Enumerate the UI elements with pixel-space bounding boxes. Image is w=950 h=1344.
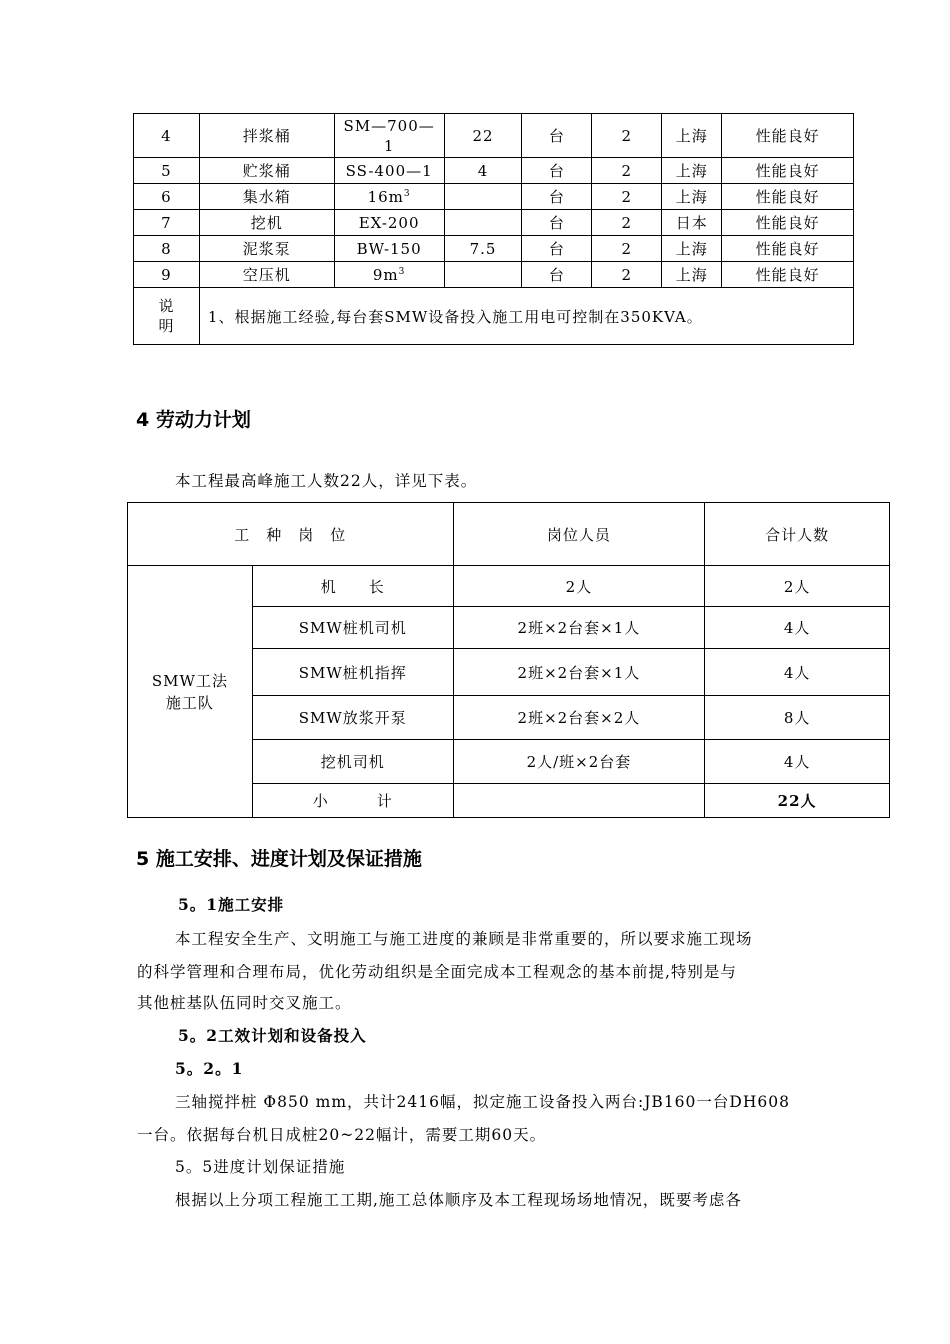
cell-unit: 台: [522, 262, 592, 288]
cell-unit: 台: [522, 210, 592, 236]
cell-power: 7.5: [444, 236, 522, 262]
team-group-cell: [128, 566, 253, 818]
labor-table: [127, 502, 890, 818]
cell-status: 性能良好: [722, 114, 854, 158]
note-label-line-2: 明: [158, 317, 175, 335]
cell-name: 泥浆泵: [199, 236, 334, 262]
cell-role: SMW桩机司机: [252, 607, 453, 649]
cell-model: BW-150: [334, 236, 444, 262]
subtotal-value: 22人: [705, 784, 890, 818]
model-text: 16m: [367, 187, 404, 206]
cell-role: 机 长: [252, 566, 453, 607]
cell-role: SMW桩机指挥: [252, 649, 453, 696]
cell-name: 空压机: [199, 262, 334, 288]
cell-unit: 台: [522, 158, 592, 184]
table-row: [134, 114, 854, 158]
cell-total: 4人: [705, 649, 890, 696]
cell-no: 6: [134, 184, 200, 210]
cell-power: 4: [444, 158, 522, 184]
cell-no: 5: [134, 158, 200, 184]
table-row: [134, 184, 854, 210]
cell-unit: 台: [522, 184, 592, 210]
team-group-line-2: 施工队: [165, 693, 214, 712]
subtotal-staff: [453, 784, 705, 818]
cell-no: 8: [134, 236, 200, 262]
cell-total: 4人: [705, 740, 890, 784]
cell-origin: 上海: [662, 158, 722, 184]
cell-status: 性能良好: [722, 236, 854, 262]
cell-model: EX-200: [334, 210, 444, 236]
cell-origin: 日本: [662, 210, 722, 236]
table-row: [134, 262, 854, 288]
cell-staff: 2人: [453, 566, 705, 607]
model-superscript: 3: [403, 188, 411, 199]
cell-status: 性能良好: [722, 184, 854, 210]
paragraph-5-1-line-2: 的科学管理和合理布局，优化劳动组织是全面完成本工程观念的基本前提,特别是与: [137, 963, 737, 981]
model-superscript: 3: [398, 266, 406, 277]
model-text: 9m: [372, 265, 399, 284]
cell-origin: 上海: [662, 236, 722, 262]
cell-power: [444, 262, 522, 288]
cell-qty: 2: [592, 262, 662, 288]
section-4-heading: 4 劳动力计划: [136, 409, 251, 431]
subsection-5-2: 5。2工效计划和设备投入: [178, 1026, 367, 1045]
cell-role: SMW放浆开泵: [252, 696, 453, 740]
cell-model: [334, 262, 444, 288]
cell-qty: 2: [592, 158, 662, 184]
cell-name: 拌浆桶: [199, 114, 334, 158]
cell-qty: 2: [592, 184, 662, 210]
paragraph-5-2-1-line-2: 一台。依据每台机日成桩20~22幅计，需要工期60天。: [137, 1126, 547, 1144]
header-staff: 岗位人员: [453, 503, 705, 566]
note-row: [134, 288, 854, 345]
cell-status: 性能良好: [722, 158, 854, 184]
section-4-intro: 本工程最高峰施工人数22人，详见下表。: [175, 472, 478, 490]
note-label: [134, 288, 200, 345]
cell-staff: 2班×2台套×1人: [453, 607, 705, 649]
cell-staff: 2班×2台套×2人: [453, 696, 705, 740]
team-group-line-1: SMW工法: [151, 671, 228, 690]
cell-name: 贮浆桶: [199, 158, 334, 184]
cell-qty: 2: [592, 236, 662, 262]
paragraph-5-1-line-3: 其他桩基队伍同时交叉施工。: [137, 994, 352, 1012]
header-position: 工 种 岗 位: [128, 503, 454, 566]
table-row: [134, 210, 854, 236]
cell-name: 集水箱: [199, 184, 334, 210]
cell-total: 8人: [705, 696, 890, 740]
cell-model: SS-400—1: [334, 158, 444, 184]
paragraph-5-2-1-line-1: 三轴搅拌桩 Φ850 mm，共计2416幅，拟定施工设备投入两台:JB160一台DH608: [175, 1093, 790, 1111]
subsection-5-2-1: 5。2。1: [175, 1059, 244, 1078]
cell-status: 性能良好: [722, 262, 854, 288]
note-label-line-1: 说: [158, 297, 175, 315]
cell-status: 性能良好: [722, 210, 854, 236]
cell-qty: 2: [592, 114, 662, 158]
cell-model: [334, 184, 444, 210]
cell-qty: 2: [592, 210, 662, 236]
subsection-5-1: 5。1施工安排: [178, 895, 285, 914]
cell-total: 4人: [705, 607, 890, 649]
header-total: 合计人数: [705, 503, 890, 566]
table-row: [134, 158, 854, 184]
cell-no: 7: [134, 210, 200, 236]
note-text: 1、根据施工经验,每台套SMW设备投入施工用电可控制在350KVA。: [199, 288, 853, 345]
table-row: [128, 566, 890, 607]
model-line-2: 1: [383, 136, 395, 155]
model-line-1: SM—700—: [343, 116, 435, 135]
cell-origin: 上海: [662, 262, 722, 288]
table-row: [134, 236, 854, 262]
cell-unit: 台: [522, 114, 592, 158]
section-5-heading: 5 施工安排、进度计划及保证措施: [136, 848, 422, 870]
cell-role: 挖机司机: [252, 740, 453, 784]
cell-staff: 2班×2台套×1人: [453, 649, 705, 696]
paragraph-5-1-line-1: 本工程安全生产、文明施工与施工进度的兼顾是非常重要的，所以要求施工现场: [175, 930, 753, 948]
cell-unit: 台: [522, 236, 592, 262]
cell-power: [444, 210, 522, 236]
cell-origin: 上海: [662, 114, 722, 158]
cell-origin: 上海: [662, 184, 722, 210]
cell-no: 9: [134, 262, 200, 288]
cell-total: 2人: [705, 566, 890, 607]
cell-name: 挖机: [199, 210, 334, 236]
cell-model: [334, 114, 444, 158]
subtotal-label: 小 计: [252, 784, 453, 818]
paragraph-5-5-line-1: 根据以上分项工程施工工期,施工总体顺序及本工程现场场地情况，既要考虑各: [175, 1191, 742, 1209]
cell-power: [444, 184, 522, 210]
cell-power: 22: [444, 114, 522, 158]
labor-header-row: [128, 503, 890, 566]
subsection-5-5: 5。5进度计划保证措施: [175, 1158, 346, 1176]
cell-no: 4: [134, 114, 200, 158]
equipment-table: [133, 113, 854, 345]
cell-staff: 2人/班×2台套: [453, 740, 705, 784]
